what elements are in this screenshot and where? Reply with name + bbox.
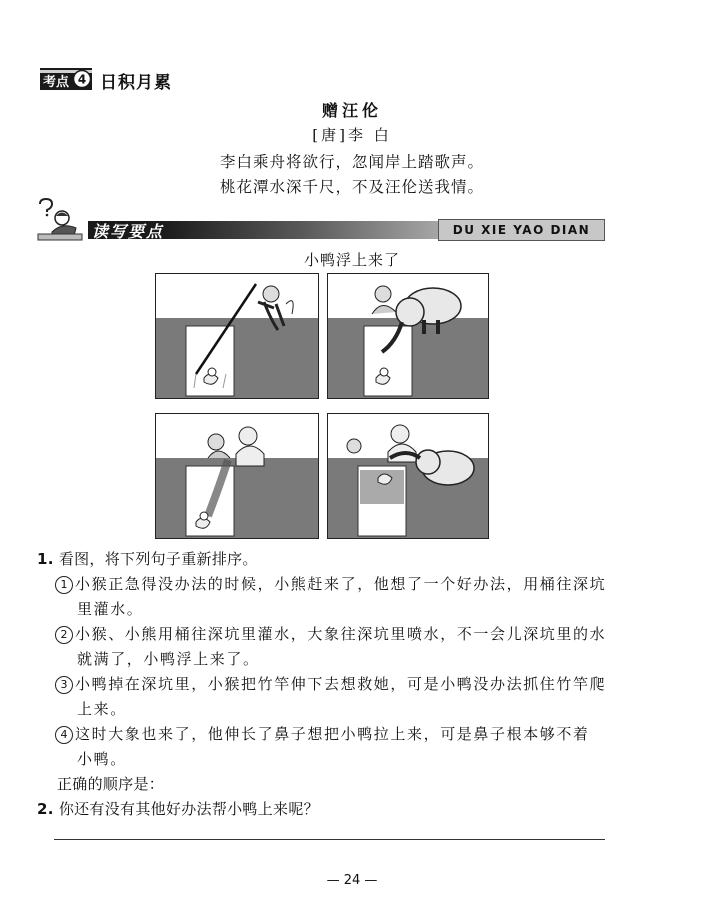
item-number-circle: 4: [55, 726, 73, 744]
item-text-line: 上来。: [77, 700, 127, 718]
poem-line-1: 李白乘舟将欲行，忽闻岸上踏歌声。: [219, 153, 484, 171]
banner-subtitle: DU XIE YAO DIAN: [438, 219, 605, 241]
story-panel-1: [155, 273, 319, 399]
question-1-prompt: [37, 548, 258, 569]
poem-line-2: 桃花潭水深千尺，不及汪伦送我情。: [219, 178, 484, 196]
item-text-line: 这时大象也来了，他伸长了鼻子想把小鸭拉上来，可是鼻子根本够不着: [75, 725, 590, 743]
item-text-line: 小鸭。: [77, 750, 127, 768]
answer-prompt: 正确的顺序是：: [57, 775, 165, 793]
section-badge-number: 4: [77, 72, 87, 87]
banner-title: 读写要点: [92, 222, 165, 241]
item-text-line: 就满了，小鸭浮上来了。: [77, 650, 260, 668]
question-2-prompt: [37, 798, 319, 819]
section-title: 日积月累: [100, 73, 172, 93]
item-text-line: 里灌水。: [77, 600, 144, 618]
poem-author: [唐]李 白: [312, 126, 392, 144]
panel-1-illustration: [156, 274, 319, 399]
list-item: [55, 623, 606, 644]
poem-title: 赠汪伦: [321, 101, 382, 120]
item-text-line: 小猴正急得没办法的时候，小熊赶来了，他想了一个好办法，用桶往深坑: [75, 575, 607, 593]
question-1-text: 看图，将下列句子重新排序。: [58, 550, 258, 568]
list-item: [55, 723, 590, 744]
list-item: [55, 673, 606, 694]
question-2-number: 2.: [37, 800, 54, 818]
page-number: — 24 —: [326, 873, 378, 888]
panel-4-illustration: [328, 414, 489, 539]
section-badge-label: 考点: [43, 75, 70, 90]
story-panel-4: [327, 413, 489, 539]
section-badge: [40, 68, 92, 90]
story-panel-3: [155, 413, 319, 539]
story-title: 小鸭浮上来了: [303, 251, 400, 269]
banner-gradient: [160, 221, 480, 239]
panel-3-illustration: [156, 414, 319, 539]
panel-2-illustration: [328, 274, 489, 399]
item-number-circle: 2: [55, 626, 73, 644]
story-panel-2: [327, 273, 489, 399]
question-1-number: 1.: [37, 550, 54, 568]
item-number-circle: 3: [55, 676, 73, 694]
list-item: [55, 573, 606, 594]
question-2-text: 你还有没有其他好办法帮小鸭上来呢？: [58, 800, 319, 818]
item-text-line: 小鸭掉在深坑里，小猴把竹竿伸下去想救她，可是小鸭没办法抓住竹竿爬: [75, 675, 607, 693]
answer-line[interactable]: [54, 839, 605, 840]
item-text-line: 小猴、小熊用桶往深坑里灌水，大象往深坑里喷水，不一会儿深坑里的水: [75, 625, 607, 643]
thinking-boy-icon: [32, 198, 88, 242]
item-number-circle: 1: [55, 576, 73, 594]
